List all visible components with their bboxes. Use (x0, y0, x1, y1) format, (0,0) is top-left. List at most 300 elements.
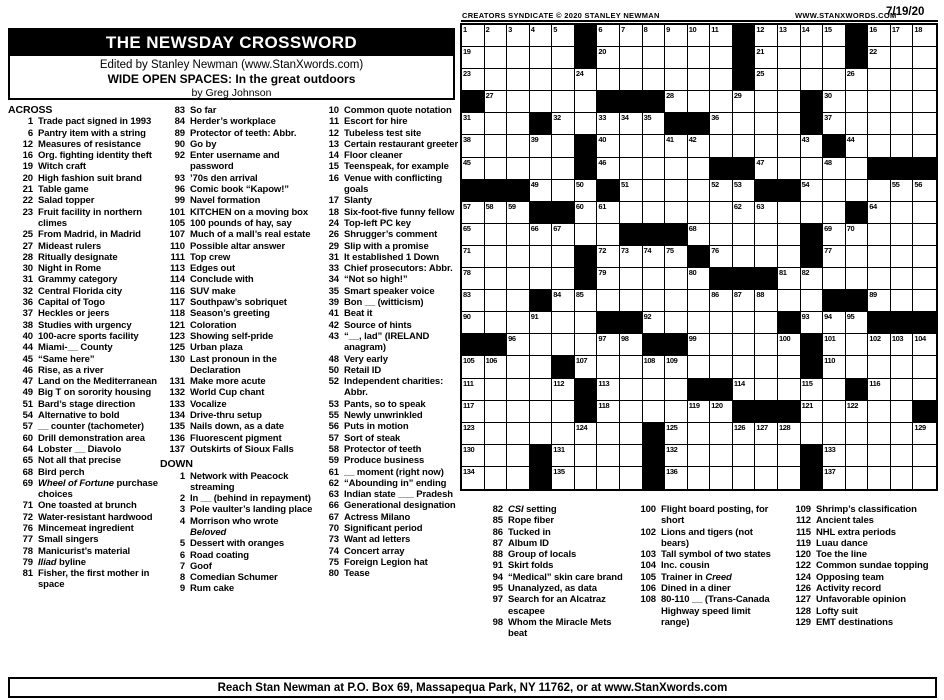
grid-cell-number: 69 (824, 223, 832, 233)
grid-cell (665, 290, 688, 312)
clue-text: Lofty suit (816, 605, 858, 617)
grid-cell-number: 113 (598, 378, 610, 388)
clue-text: “Abounding in” ending (344, 477, 447, 489)
clue (318, 320, 460, 331)
grid-cell-number: 88 (756, 290, 764, 300)
grid-cell (823, 180, 846, 202)
grid-cell (643, 158, 666, 180)
grid-cell-number: 25 (756, 69, 764, 79)
grid-cell-number: 22 (869, 47, 877, 57)
grid-cell (733, 246, 756, 268)
clue-text: Pantry item with a string (38, 127, 146, 139)
grid-cell (688, 467, 711, 489)
grid-cell-number: 42 (688, 135, 697, 145)
clue-text: CSI setting (508, 504, 557, 515)
clue (160, 421, 317, 432)
clue-text: Bon __ (witticism) (344, 297, 424, 309)
grid-cell (778, 290, 801, 312)
grid-black-cell (575, 158, 598, 180)
clue (478, 560, 624, 571)
clue-text: Pants, so to speak (344, 398, 426, 410)
clue (8, 241, 159, 252)
grid-cell (643, 246, 666, 268)
clue-text: Slip with a promise (344, 240, 429, 252)
grid-cell (891, 113, 914, 135)
clue (8, 320, 159, 331)
grid-cell (710, 91, 733, 113)
grid-cell-number: 53 (733, 179, 742, 189)
grid-cell (891, 246, 914, 268)
grid-cell (485, 467, 508, 489)
clue-text: It established 1 Down (344, 251, 440, 263)
clue-text: Season’s greeting (190, 308, 270, 320)
clue-text: Search for an Alcatraz escapee (508, 594, 606, 617)
grid-cell (462, 401, 485, 423)
down-clues-column-4 (780, 504, 940, 628)
grid-cell (462, 423, 485, 445)
grid-cell (485, 202, 508, 224)
clue-number: 116 (169, 285, 185, 297)
clue (625, 594, 777, 628)
grid-cell (665, 25, 688, 47)
title-box (8, 28, 455, 100)
clue-number: 107 (169, 229, 185, 241)
clue-text: Road coating (190, 549, 249, 561)
clue (318, 512, 460, 523)
grid-cell (575, 202, 598, 224)
clue (8, 116, 159, 127)
grid-cell (868, 246, 891, 268)
grid-cell (620, 401, 643, 423)
grid-cell-number: 21 (756, 47, 764, 57)
clue (160, 410, 317, 421)
clue-text: Venue with conflicting goals (344, 172, 443, 196)
clue-text: Trade pact signed in 1993 (38, 116, 152, 128)
grid-cell (485, 423, 508, 445)
clue-text: Want ad letters (344, 534, 411, 546)
grid-cell-number: 26 (846, 69, 855, 79)
grid-cell-number: 27 (485, 91, 494, 101)
grid-cell (823, 47, 846, 69)
down-clues-column-2 (478, 504, 624, 640)
clue-text: Slanty (344, 195, 372, 207)
grid-cell (597, 356, 620, 378)
grid-cell (530, 135, 553, 157)
grid-cell (913, 445, 936, 467)
grid-cell-number: 79 (598, 268, 606, 278)
grid-cell (868, 445, 891, 467)
grid-black-cell (846, 25, 869, 47)
grid-cell (823, 224, 846, 246)
clue (8, 478, 159, 501)
grid-cell-number: 56 (914, 179, 922, 189)
grid-cell (462, 202, 485, 224)
clue (318, 207, 460, 218)
grid-cell-number: 108 (643, 356, 655, 366)
grid-cell (710, 312, 733, 334)
clue (8, 263, 159, 274)
grid-cell (913, 334, 936, 356)
grid-cell (485, 312, 508, 334)
grid-cell-number: 129 (914, 422, 926, 432)
grid-cell (507, 379, 530, 401)
clue-number: 22 (22, 195, 33, 207)
grid-black-cell (530, 202, 553, 224)
grid-cell-number: 28 (666, 91, 674, 101)
grid-black-cell (575, 268, 598, 290)
grid-cell (485, 290, 508, 312)
clue-text: Water-resistant hardwood (38, 511, 153, 523)
grid-cell (710, 401, 733, 423)
clue-number: 44 (22, 342, 33, 354)
clue-number: 65 (22, 455, 33, 467)
grid-cell (552, 246, 575, 268)
grid-cell-number: 7 (620, 25, 625, 34)
grid-cell-number: 51 (620, 179, 629, 189)
grid-cell (552, 113, 575, 135)
clue-text: __ counter (tachometer) (38, 421, 144, 433)
grid-cell (485, 135, 508, 157)
grid-cell (778, 445, 801, 467)
grid-cell (913, 423, 936, 445)
grid-black-cell (710, 379, 733, 401)
grid-cell (507, 445, 530, 467)
grid-cell (620, 423, 643, 445)
clue-text: 100-acre sports facility (38, 330, 139, 342)
grid-cell (462, 467, 485, 489)
clue (318, 229, 460, 240)
clue (8, 229, 159, 240)
grid-cell (530, 268, 553, 290)
grid-cell (575, 224, 598, 246)
grid-cell-number: 103 (891, 334, 904, 344)
clue (478, 527, 624, 538)
grid-cell (507, 113, 530, 135)
clue-text: Newly unwrinkled (344, 410, 423, 422)
grid-black-cell (801, 467, 824, 489)
clue-text: Top crew (190, 251, 231, 263)
clue-text: ’70s den arrival (190, 172, 258, 184)
grid-cell (755, 158, 778, 180)
grid-cell-number: 66 (530, 223, 539, 233)
grid-cell (710, 202, 733, 224)
theme-line: WIDE OPEN SPACES: In the great outdoors (107, 72, 356, 86)
clue-text: Chief prosecutors: Abbr. (344, 263, 453, 275)
clue-number: 26 (328, 229, 339, 241)
clue-number: 119 (795, 537, 811, 549)
grid-cell-number: 137 (824, 466, 836, 476)
grid-cell (575, 334, 598, 356)
grid-cell (846, 246, 869, 268)
clue-text: Wheel of Fortune purchase choices (38, 477, 158, 501)
grid-cell (462, 290, 485, 312)
grid-cell-number: 107 (575, 356, 588, 366)
clue (160, 116, 317, 127)
grid-cell (643, 290, 666, 312)
clue (160, 331, 317, 342)
grid-cell-number: 4 (530, 25, 535, 34)
grid-cell-number: 135 (553, 466, 565, 476)
clue-text: Coloration (190, 319, 237, 331)
grid-cell (778, 91, 801, 113)
clue-text: Not all that precise (38, 455, 121, 467)
clue (160, 493, 317, 504)
clue-text: Org. fighting identity theft (38, 150, 152, 162)
clue (780, 515, 940, 526)
clue (160, 538, 317, 549)
grid-cell-number: 83 (463, 290, 471, 300)
clue-text: Ancient tales (816, 515, 874, 527)
grid-cell (552, 401, 575, 423)
clue-text: Top-left PC key (344, 217, 411, 229)
grid-black-cell (710, 158, 733, 180)
grid-cell (552, 47, 575, 69)
page-title: THE NEWSDAY CROSSWORD (10, 30, 453, 56)
grid-cell-number: 123 (463, 422, 475, 432)
grid-cell (688, 25, 711, 47)
grid-cell-number: 90 (463, 312, 471, 322)
grid-cell (462, 135, 485, 157)
grid-cell (507, 401, 530, 423)
grid-cell (710, 135, 733, 157)
clue-number: 108 (640, 594, 656, 606)
clue-number: 88 (492, 549, 503, 561)
grid-cell (891, 356, 914, 378)
clue-text: High fashion suit brand (38, 172, 142, 184)
grid-cell-number: 3 (508, 25, 512, 34)
clue-number: 106 (640, 583, 656, 595)
clue-text: Activity record (816, 583, 882, 595)
grid-black-cell (530, 290, 553, 312)
clue-number: 50 (328, 364, 339, 376)
clue-text: Foreign Legion hat (344, 556, 428, 568)
grid-black-cell (801, 224, 824, 246)
clue-number: 27 (22, 240, 33, 252)
grid-cell (778, 135, 801, 157)
clue (318, 263, 460, 274)
grid-cell-number: 41 (666, 135, 674, 145)
clue-text: Common quote notation (344, 105, 452, 116)
masthead-rule (461, 20, 938, 22)
grid-cell-number: 38 (463, 135, 471, 145)
clue-number: 15 (328, 161, 339, 173)
clue-number: 112 (795, 515, 811, 527)
grid-black-cell (778, 401, 801, 423)
clue-number: 113 (169, 263, 185, 275)
grid-cell (530, 47, 553, 69)
clue-number: 81 (22, 568, 33, 580)
clue (8, 331, 159, 342)
grid-black-cell (733, 47, 756, 69)
grid-cell (688, 356, 711, 378)
grid-cell (530, 224, 553, 246)
grid-black-cell (755, 268, 778, 290)
grid-black-cell (913, 401, 936, 423)
clue-number: 102 (640, 526, 656, 538)
clue (8, 534, 159, 545)
grid-cell (891, 467, 914, 489)
clue-text: Vocalize (190, 398, 227, 410)
clue-text: Night in Rome (38, 263, 102, 275)
clue (8, 195, 159, 206)
grid-cell (891, 25, 914, 47)
clue-text: Dessert with oranges (190, 538, 285, 550)
clue-text: Dined in a diner (661, 583, 731, 595)
grid-black-cell (643, 467, 666, 489)
grid-cell (597, 445, 620, 467)
grid-black-cell (868, 158, 891, 180)
grid-cell (868, 69, 891, 91)
clue (8, 252, 159, 263)
grid-black-cell (891, 158, 914, 180)
grid-cell (462, 158, 485, 180)
grid-cell (462, 224, 485, 246)
grid-cell (710, 334, 733, 356)
grid-cell (462, 445, 485, 467)
grid-cell (620, 180, 643, 202)
clue-number: 12 (22, 138, 33, 150)
grid-cell-number: 6 (598, 25, 603, 34)
grid-cell-number: 31 (463, 113, 471, 123)
clue-number: 28 (22, 251, 33, 263)
grid-cell-number: 74 (643, 245, 652, 255)
grid-cell (665, 91, 688, 113)
grid-cell (620, 379, 643, 401)
clue-text: Iliad byline (38, 556, 86, 568)
clue (780, 583, 940, 594)
grid-cell-number: 9 (666, 25, 670, 34)
clue-text: In __ (behind in repayment) (190, 493, 311, 505)
clue-text: Significant period (344, 522, 423, 534)
grid-cell (530, 69, 553, 91)
clue-number: 38 (22, 319, 33, 331)
clue-number: 125 (169, 342, 185, 354)
grid-cell-number: 47 (756, 157, 764, 167)
grid-cell (891, 224, 914, 246)
grid-black-cell (801, 91, 824, 113)
grid-cell (597, 467, 620, 489)
grid-cell (913, 379, 936, 401)
clue-text: Certain restaurant greeter (344, 138, 459, 150)
clue-number: 53 (328, 398, 339, 410)
clue-number: 69 (22, 477, 33, 489)
grid-black-cell (823, 290, 846, 312)
clue (8, 500, 159, 511)
clue (8, 433, 159, 444)
clue-number: 109 (795, 504, 811, 515)
clue-text: Puts in motion (344, 421, 409, 433)
grid-black-cell (733, 158, 756, 180)
clue-text: __ moment (right now) (344, 466, 444, 478)
clue (625, 504, 777, 527)
clue-text: Very early (344, 353, 388, 365)
grid-cell (710, 467, 733, 489)
clue (318, 455, 460, 466)
grid-cell (846, 113, 869, 135)
grid-cell-number: 111 (463, 378, 474, 388)
clue (8, 399, 159, 410)
clue-text: Bird perch (38, 466, 85, 478)
grid-cell-number: 29 (733, 91, 742, 101)
clue-text: One toasted at brunch (38, 500, 137, 512)
clue (8, 286, 159, 297)
grid-cell (755, 290, 778, 312)
clue-text: Herder’s workplace (190, 116, 276, 128)
grid-cell (575, 467, 598, 489)
clue-number: 31 (22, 274, 33, 286)
clue-text: Drill demonstration area (38, 432, 145, 444)
clue (318, 297, 460, 308)
clue-text: Studies with urgency (38, 319, 132, 331)
clue-text: Trainer in Creed (661, 571, 732, 583)
clue-text: Mideast rulers (38, 240, 102, 252)
grid-cell (801, 135, 824, 157)
grid-cell (710, 423, 733, 445)
grid-cell (688, 180, 711, 202)
grid-cell (462, 379, 485, 401)
clue-text: Indian state ___ Pradesh (344, 489, 454, 501)
clue (160, 263, 317, 274)
clue (318, 354, 460, 365)
grid-cell (823, 445, 846, 467)
clue (160, 550, 317, 561)
grid-cell-number: 87 (733, 290, 742, 300)
crossword-grid (460, 23, 938, 491)
grid-cell (485, 47, 508, 69)
grid-cell-number: 99 (688, 334, 697, 344)
grid-cell (778, 334, 801, 356)
clue-number: 39 (328, 297, 339, 309)
clue (160, 444, 317, 455)
clue-number: 62 (328, 477, 339, 489)
clue-number: 16 (328, 172, 339, 184)
clue-number: 124 (795, 571, 811, 583)
grid-cell (597, 69, 620, 91)
clue (8, 546, 159, 557)
clue-number: 89 (174, 127, 185, 139)
grid-cell (530, 423, 553, 445)
clue-text: Album ID (508, 537, 549, 549)
grid-cell-number: 50 (575, 179, 584, 189)
grid-cell (778, 423, 801, 445)
grid-black-cell (913, 158, 936, 180)
grid-cell (846, 91, 869, 113)
clue (8, 467, 159, 478)
masthead-syndicate: CREATORS SYNDICATE © 2020 STANLEY NEWMAN (462, 11, 660, 20)
grid-cell (507, 202, 530, 224)
clue-number: 128 (795, 605, 811, 617)
clue-number: 5 (179, 538, 185, 550)
clue-number: 105 (640, 571, 656, 583)
clue-text: Capital of Togo (38, 297, 105, 309)
grid-cell (530, 356, 553, 378)
clue-number: 51 (22, 398, 33, 410)
clue-text: Enter username and password (190, 150, 280, 173)
clue-text: Opposing team (816, 571, 884, 583)
grid-cell-number: 89 (869, 290, 877, 300)
clue (160, 433, 317, 444)
clue-text: Tall symbol of two states (661, 549, 771, 561)
grid-cell (530, 180, 553, 202)
clue-text: Goof (190, 560, 212, 572)
clue-number: 59 (328, 455, 339, 467)
grid-cell (620, 113, 643, 135)
clue-number: 111 (170, 251, 185, 263)
grid-black-cell (778, 180, 801, 202)
grid-cell (710, 113, 733, 135)
grid-cell-number: 130 (463, 444, 475, 454)
grid-cell (891, 401, 914, 423)
